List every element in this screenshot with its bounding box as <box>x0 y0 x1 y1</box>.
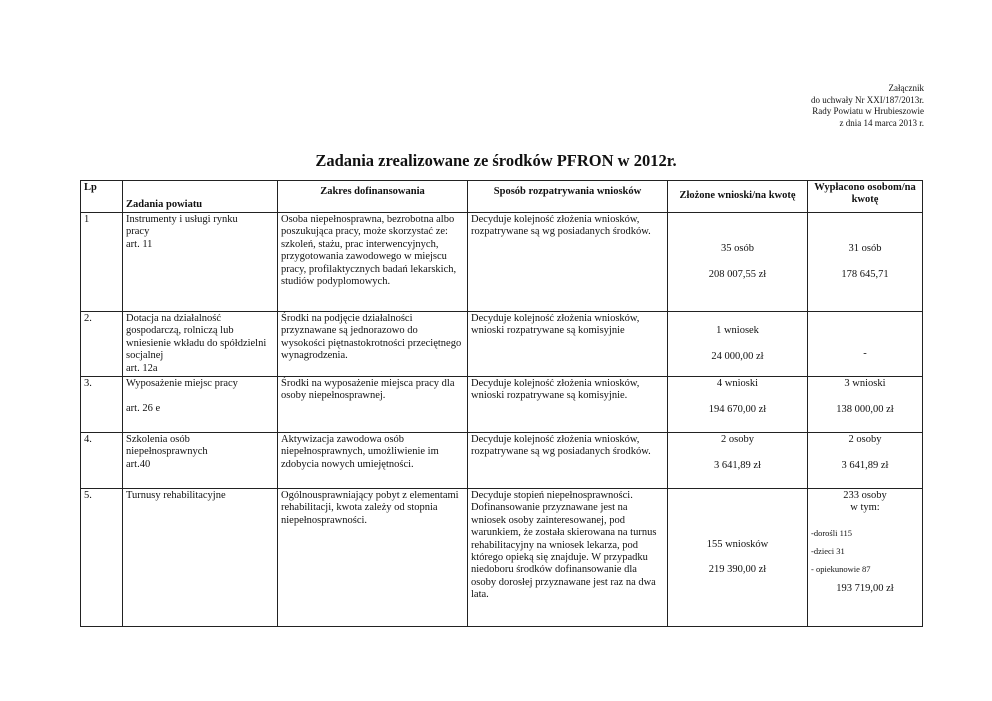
cell-zlozone <box>668 489 808 627</box>
cell-sposob: Decyduje kolejność złożenia wniosków, rozpatrywane są wg posiadanych środków. <box>468 213 668 312</box>
attachment-line: Załącznik <box>888 83 924 93</box>
cell-sposob: Decyduje stopień niepełnosprawności. Dofinansowanie przyznawane jest na wniosek osoby zainteresowanej, pod warunkiem, że została skierowana na turnus rehabilitacyjny na wniosek lekarza, pod którego opieką się znajduje. W przypadku niedoboru środków dofinansowanie dla osoby dorosłej przyznawane jest raz na dwa lata. <box>468 489 668 627</box>
cell-wyplacono <box>808 489 923 627</box>
table-row <box>81 312 923 377</box>
table-row <box>81 377 923 433</box>
cell-zadania <box>123 377 278 433</box>
pfron-table <box>80 180 923 627</box>
cell-sposob: Decyduje kolejność złożenia wniosków, wnioski rozpatrywane są komisyjnie. <box>468 377 668 433</box>
cell-lp: 2. <box>81 312 123 377</box>
cell-zlozone <box>668 377 808 433</box>
zadania-art: art. 26 e <box>126 403 161 415</box>
cell-wyplacono <box>808 213 923 312</box>
cell-zadania: Turnusy rehabilitacyjne <box>123 489 278 627</box>
col-header-zakres: Zakres dofinansowania <box>278 181 468 213</box>
table-row <box>81 213 923 312</box>
cell-zlozone <box>668 213 808 312</box>
wyplacono-count: 233 osoby <box>843 490 887 502</box>
breakdown-item: -dzieci 31 <box>811 545 845 556</box>
col-header-lp: Lp <box>81 181 123 213</box>
zlozone-amount: 3 641,89 zł <box>714 460 761 472</box>
zlozone-count: 1 wniosek <box>716 324 759 336</box>
cell-lp: 4. <box>81 433 123 489</box>
zlozone-amount: 219 390,00 zł <box>708 563 767 575</box>
zlozone-amount: 24 000,00 zł <box>711 351 764 363</box>
cell-lp: 3. <box>81 377 123 433</box>
attachment-line: z dnia 14 marca 2013 r. <box>839 117 924 128</box>
breakdown-item: -dorośli 115 <box>811 527 853 538</box>
zlozone-count: 4 wnioski <box>716 378 759 390</box>
attachment-line: Rady Powiatu w Hrubieszowie <box>812 106 924 116</box>
wyplacono-count: 31 osób <box>848 242 882 254</box>
wyplacono-breakdown <box>811 527 919 575</box>
cell-zadania: Instrumenty i usługi rynku pracy art. 11 <box>123 213 278 312</box>
cell-zakres: Środki na podjęcie działalności przyznawane są jednorazowo do wysokości piętnastokrotności przeciętnego wynagrodzenia. <box>278 312 468 377</box>
col-header-sposob: Sposób rozpatrywania wniosków <box>468 181 668 213</box>
wyplacono-amount: 178 645,71 <box>841 269 889 280</box>
cell-zlozone <box>668 433 808 489</box>
cell-wyplacono <box>808 377 923 433</box>
wyplacono-count: 3 wnioski <box>844 378 886 390</box>
wyplacono-amount: 193 719,00 zł <box>836 582 894 594</box>
zlozone-amount: 208 007,55 zł <box>708 269 767 280</box>
wyplacono-amount: 3 641,89 zł <box>841 460 889 472</box>
zlozone-count: 2 osoby <box>721 434 754 446</box>
cell-zakres: Aktywizacja zawodowa osób niepełnosprawnych, umożliwienie im zdobycia nowych umiejętności. <box>278 433 468 489</box>
breakdown-item: - opiekunowie 87 <box>811 563 871 574</box>
cell-lp: 5. <box>81 489 123 627</box>
zlozone-amount: 194 670,00 zł <box>708 404 767 416</box>
cell-sposob: Decyduje kolejność złożenia wniosków, wnioski rozpatrywane są komisyjnie <box>468 312 668 377</box>
cell-wyplacono <box>808 433 923 489</box>
cell-zakres: Osoba niepełnosprawna, bezrobotna albo poszukująca pracy, może skorzystać ze: szkoleń, stażu, prac interwencyjnych, przygotowania zawodowego w miejscu pracy, profilaktycznych badań lekarskich, studiów podyplomowych. <box>278 213 468 312</box>
wyplacono-count: 2 osoby <box>848 434 882 446</box>
col-header-zlozone: Złożone wnioski/na kwotę <box>668 181 808 213</box>
cell-zakres: Środki na wyposażenie miejsca pracy dla osoby niepełnosprawnej. <box>278 377 468 433</box>
attachment-line: do uchwały Nr XXI/187/2013r. <box>811 94 924 105</box>
col-header-zadania: Zadania powiatu <box>123 181 278 213</box>
table-header-row <box>81 181 923 213</box>
cell-zlozone <box>668 312 808 377</box>
cell-wyplacono: - <box>808 312 923 377</box>
wyplacono-subhead: w tym: <box>850 502 880 514</box>
table-row <box>81 489 923 627</box>
wyplacono-amount: 138 000,00 zł <box>836 404 894 416</box>
cell-sposob: Decyduje kolejność złożenia wniosków, rozpatrywane są wg posiadanych środków. <box>468 433 668 489</box>
cell-zakres: Ogólnousprawniający pobyt z elementami rehabilitacji, kwota zależy od stopnia niepełnosprawności. <box>278 489 468 627</box>
zadania-label: Wyposażenie miejsc pracy <box>126 378 238 390</box>
cell-lp: 1 <box>81 213 123 312</box>
attachment-note <box>811 83 924 129</box>
table-row <box>81 433 923 489</box>
zlozone-count: 155 wniosków <box>706 539 769 551</box>
cell-zadania: Szkolenia osób niepełnosprawnych art.40 <box>123 433 278 489</box>
cell-zadania: Dotacja na działalność gospodarczą, rolniczą lub wniesienie wkładu do spółdzielni socjalnej art. 12a <box>123 312 278 377</box>
page-title: Zadania zrealizowane ze środków PFRON w 2012r. <box>315 151 677 170</box>
col-header-wyplacono: Wypłacono osobom/na kwotę <box>808 181 923 213</box>
zlozone-count: 35 osób <box>721 242 754 254</box>
